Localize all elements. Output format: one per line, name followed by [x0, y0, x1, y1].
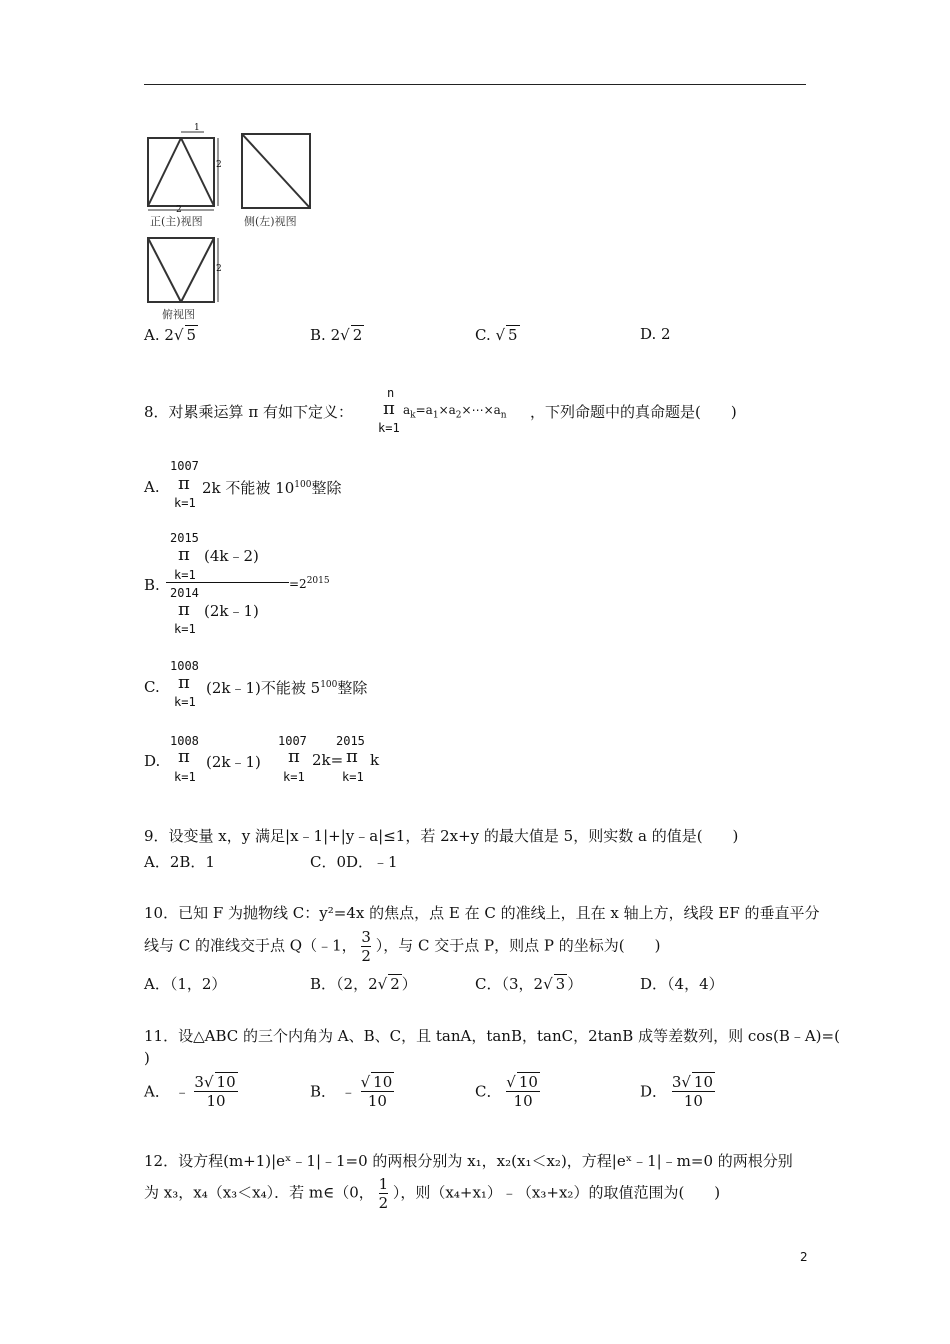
q8b-term-den: (2k﹣1) — [204, 602, 259, 620]
q8-def-upper: n — [387, 386, 395, 400]
top-view-label: 俯视图 — [162, 308, 195, 321]
q10-option-a: A．（1，2） — [144, 975, 227, 993]
q12-line-1: 12．设方程(m+1)|eˣ﹣1|﹣1=0 的两根分别为 x₁，x₂(x₁＜x₂)，方程|eˣ﹣1|﹣m=0 的两根分别 — [144, 1152, 793, 1170]
q8-stem-tail: ，下列命题中的真命题是( ) — [530, 403, 737, 421]
q8d-term-3: k — [370, 751, 380, 769]
header-rule — [144, 84, 806, 85]
q8d-upper-1: 1008 — [170, 734, 199, 748]
top-view-figure — [144, 234, 226, 306]
q11-line-1: 11．设△ABC 的三个内角为 A、B、C，且 tanA，tanB，tanC，2tanB 成等差数列，则 cos(B﹣A)=( — [144, 1027, 840, 1045]
q8a-lower: k=1 — [174, 496, 196, 510]
q8b-upper-den: 2014 — [170, 586, 199, 600]
q8b-lower-num: k=1 — [174, 568, 196, 582]
side-view-figure — [238, 130, 314, 212]
q8a-upper: 1007 — [170, 459, 199, 473]
q8d-lower-1: k=1 — [174, 770, 196, 784]
front-view-label: 正(主)视图 — [150, 215, 203, 228]
q7-option-a: A. 2√ 5 — [144, 326, 197, 344]
q8c-lower: k=1 — [174, 695, 196, 709]
q12-line-2: 为 x₃，x₄（x₃＜x₄）．若 m∈（0， $\frac{1}{2}$ ），则（x₄+x₁）﹣（x₃+x₂）的取值范围为( ) — [144, 1175, 721, 1212]
q8c-pi: π — [178, 672, 190, 693]
q8d-lower-2: k=1 — [283, 770, 305, 784]
q9-options-ab: A．2B．1 — [144, 853, 215, 871]
q8b-pi-den: π — [178, 599, 190, 620]
q7-option-d: D. 2 — [640, 325, 671, 343]
q8d-term-1: (2k﹣1) — [206, 753, 261, 771]
q9-stem: 9．设变量 x，y 满足|x﹣1|+|y﹣a|≤1，若 2x+y 的最大值是 5，则实数 a 的值是( ) — [144, 827, 739, 845]
front-view-dim-1: 1 — [194, 123, 200, 133]
q8c-body: (2k﹣1)不能被 $5^{100}$整除 — [206, 679, 368, 697]
q9-options-cd: C．0D．﹣1 — [310, 853, 398, 871]
q8d-upper-3: 2015 — [336, 734, 365, 748]
q8b-upper-num: 2015 — [170, 531, 199, 545]
q8-stem: 8．对累乘运算 π 有如下定义： — [144, 403, 353, 421]
q8d-pi-2: π — [288, 746, 300, 767]
q11-option-c: C． $\frac{√ 10}{10}$ — [475, 1073, 538, 1110]
q8d-lower-3: k=1 — [342, 770, 364, 784]
q8a-pi: π — [178, 473, 190, 494]
q8b-term-num: (4k﹣2) — [204, 547, 259, 565]
q8b-pi-num: π — [178, 544, 190, 565]
q12-fraction: $\frac{1}{2}$ — [378, 1175, 389, 1212]
q10-option-d: D．（4，4） — [640, 975, 724, 993]
q11-option-d: D． $\frac{3√ 10}{10}$ — [640, 1073, 714, 1110]
front-view-dim-2-right: 2 — [216, 160, 222, 170]
q8a-body: 2k 不能被 $10^{100}$整除 — [202, 479, 342, 497]
q10-fraction: $\frac{3}{2}$ — [361, 928, 371, 965]
q8b-lower-den: k=1 — [174, 622, 196, 636]
q8-def-pi: π — [383, 398, 395, 419]
top-view-dim-2: 2 — [216, 264, 222, 274]
q7-option-c: C. √ 5 — [475, 326, 518, 344]
q8d-pi-1: π — [178, 746, 190, 767]
q11-option-b: B． ﹣ $\frac{√ 10}{10}$ — [310, 1073, 393, 1110]
q10-option-b: B．（2，2√ 2 ） — [310, 975, 417, 993]
q8-def-expression: $a_k=a_1\times a_2\times\cdots\times a_n$ — [403, 403, 507, 421]
q8c-upper: 1008 — [170, 659, 199, 673]
q8b-fraction-bar — [166, 582, 289, 583]
q10-line-1: 10．已知 F 为抛物线 C：y²=4x 的焦点，点 E 在 C 的准线上，且在 x 轴上方，线段 EF 的垂直平分 — [144, 904, 820, 922]
q8d-label: D. — [144, 752, 161, 770]
page-number: 2 — [800, 1250, 808, 1264]
q8b-rhs: $=2^{2015}$ — [289, 576, 330, 591]
q8b-label: B. — [144, 576, 160, 594]
q7-option-b: B. 2√ 2 — [310, 326, 363, 344]
q8-def-lower: k=1 — [378, 421, 400, 435]
q8a-label: A. — [144, 478, 160, 496]
front-view-dim-2-bottom: 2 — [176, 205, 182, 215]
q11-line-2: ) — [144, 1049, 150, 1067]
q8d-term-2: 2k= — [312, 751, 344, 769]
q8d-upper-2: 1007 — [278, 734, 307, 748]
q8c-label: C. — [144, 678, 160, 696]
q10-line-2: 线与 C 的准线交于点 Q（﹣1， $\frac{3}{2}$ ），与 C 交于点 P，则点 P 的坐标为( ) — [144, 928, 661, 965]
q10-option-c: C．（3，2√ 3 ） — [475, 975, 583, 993]
q11-option-a: A． ﹣ $\frac{3√ 10}{10}$ — [144, 1073, 236, 1110]
side-view-label: 侧(左)视图 — [244, 215, 297, 228]
q8d-pi-3: π — [346, 746, 358, 767]
